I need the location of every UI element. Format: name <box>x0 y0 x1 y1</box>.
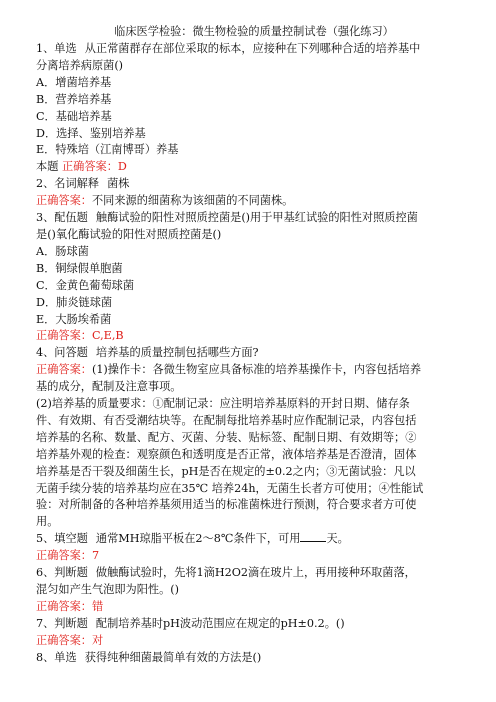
question-2-head: 2、名词解释 <box>36 177 100 191</box>
question-6-line-1 <box>36 565 466 582</box>
answer-text: (1)操作卡：各微生物室应具备标准的培养基操作卡，内容包括培养 <box>91 363 422 377</box>
question-5-answer <box>36 548 466 565</box>
question-7-line <box>36 616 466 633</box>
question-5-text-before: 通常MH琼脂平板在2～8℃条件下，可用 <box>95 532 301 546</box>
question-6-text-1: 做触酶试验时，先将1滴H2O2滴在玻片上，再用接种环取菌落， <box>95 566 416 580</box>
answer-label: 正确答案： <box>36 633 92 647</box>
question-4-head: 4、问答题 <box>36 346 88 360</box>
question-8-head: 8、单选 <box>36 650 77 664</box>
question-5-line <box>36 531 466 548</box>
question-4-answer-line-8: 无菌手续分装的培养基均应在35℃ 培养24h，无菌生长者方可使用；④性能试 <box>36 481 424 495</box>
question-1-text-2: 分离培养病原菌() <box>36 58 124 72</box>
fill-blank <box>300 531 326 542</box>
answer-label: 正确答案： <box>36 549 92 563</box>
question-6-text-2: 混匀如产生气泡即为阳性。() <box>36 583 179 596</box>
question-4-text: 培养基的质量控制包括哪些方面? <box>95 346 259 360</box>
question-1-option-b: B．营养培养基 <box>36 92 112 106</box>
question-3-option-d: D．肺炎链球菌 <box>36 295 113 309</box>
answer-label: 正确答案： <box>61 160 118 174</box>
answer-label: 正确答案： <box>36 363 92 377</box>
question-4-answer-line-3: (2)培养基的质量要求：①配制记录：应注明培养基原料的开封日期、储存条 <box>36 397 410 411</box>
answer-label: 正确答案： <box>36 599 92 613</box>
question-5-text-after: 天。 <box>326 532 349 546</box>
document-page <box>36 24 466 667</box>
question-4-answer-line-6: 培养基外观的检查：观察颜色和透明度是否正常，液体培养基是否澄清，固体 <box>36 447 417 461</box>
question-4-answer-line-9: 验：对所制备的各种培养基须用适当的标准菌株进行预测，符合要求者方可使 <box>36 498 417 512</box>
question-1-text-1: 从正常菌群存在部位采取的标本，应接种在下列哪种合适的培养基中 <box>84 42 421 55</box>
answer-value: C,E,B <box>91 329 124 343</box>
question-1-option-d: D．选择、鉴别培养基 <box>36 126 146 140</box>
question-4-answer-line-10: 用。 <box>36 515 59 529</box>
question-4-line <box>36 345 466 362</box>
question-4-answer-line-7: 培养基是否干裂及细菌生长，pH是否在规定的±0.2之内；③无菌试验：凡以 <box>36 464 416 478</box>
question-3-head: 3、配伍题 <box>36 211 88 225</box>
answer-value: D <box>117 160 127 174</box>
question-3-option-b: B．铜绿假单胞菌 <box>36 261 123 275</box>
question-6-answer <box>36 599 466 616</box>
question-2-term: 菌株 <box>107 177 130 191</box>
answer-value: 不同来源的细菌称为该细菌的不同菌株。 <box>91 194 294 208</box>
question-8-line <box>36 650 466 667</box>
question-8-text: 获得纯种细菌最简单有效的方法是() <box>84 650 262 664</box>
question-3-option-c: C．金黄色葡萄球菌 <box>36 278 135 292</box>
question-1-option-c: C．基础培养基 <box>36 109 112 123</box>
answer-value: 对 <box>91 633 104 647</box>
question-7-text: 配制培养基时pH波动范围应在规定的pH±0.2。() <box>95 616 345 630</box>
answer-label: 正确答案： <box>36 329 92 343</box>
document-title: 临床医学检验：微生物检验的质量控制试卷（强化练习） <box>114 25 394 38</box>
question-1-line-1 <box>36 41 466 58</box>
answer-value: 7 <box>91 549 100 563</box>
question-2-answer <box>36 193 466 210</box>
question-1-answer <box>36 159 466 176</box>
question-3-line-1 <box>36 210 466 227</box>
question-3-text-2: 是()氧化酶试验的阳性对照质控菌是() <box>36 227 222 241</box>
question-2-line <box>36 176 466 193</box>
question-1-option-e: E．特殊培（江南博哥）养基 <box>36 143 179 157</box>
answer-prefix: 本题 <box>36 160 59 174</box>
question-6-head: 6、判断题 <box>36 566 88 580</box>
question-4-answer-line-4: 件、有效期、有否受潮结块等。在配制每批培养基时应作配制记录，内容包括 <box>36 413 417 427</box>
question-5-head: 5、填空题 <box>36 532 88 546</box>
question-3-answer <box>36 328 466 345</box>
question-3-text-1: 触酶试验的阳性对照质控菌是()用于甲基红试验的阳性对照质控菌 <box>95 211 418 225</box>
question-3-option-e: E．大肠埃希菌 <box>36 312 112 326</box>
question-1-option-a: A．增菌培养基 <box>36 75 112 89</box>
question-4-answer-line-2: 基的成分，配制及注意事项。 <box>36 380 182 394</box>
question-4-answer-line-5: 培养基的名称、数量、配方、灭菌、分装、贴标签、配制日期、有效期等；② <box>36 430 417 444</box>
question-3-option-a: A．肠球菌 <box>36 244 89 258</box>
question-1-head: 1、单选 <box>36 42 77 55</box>
answer-label: 正确答案： <box>36 194 92 208</box>
answer-value: 错 <box>91 599 104 613</box>
question-7-head: 7、判断题 <box>36 616 88 630</box>
question-4-answer-line-1 <box>36 362 466 379</box>
question-7-answer <box>36 633 466 650</box>
